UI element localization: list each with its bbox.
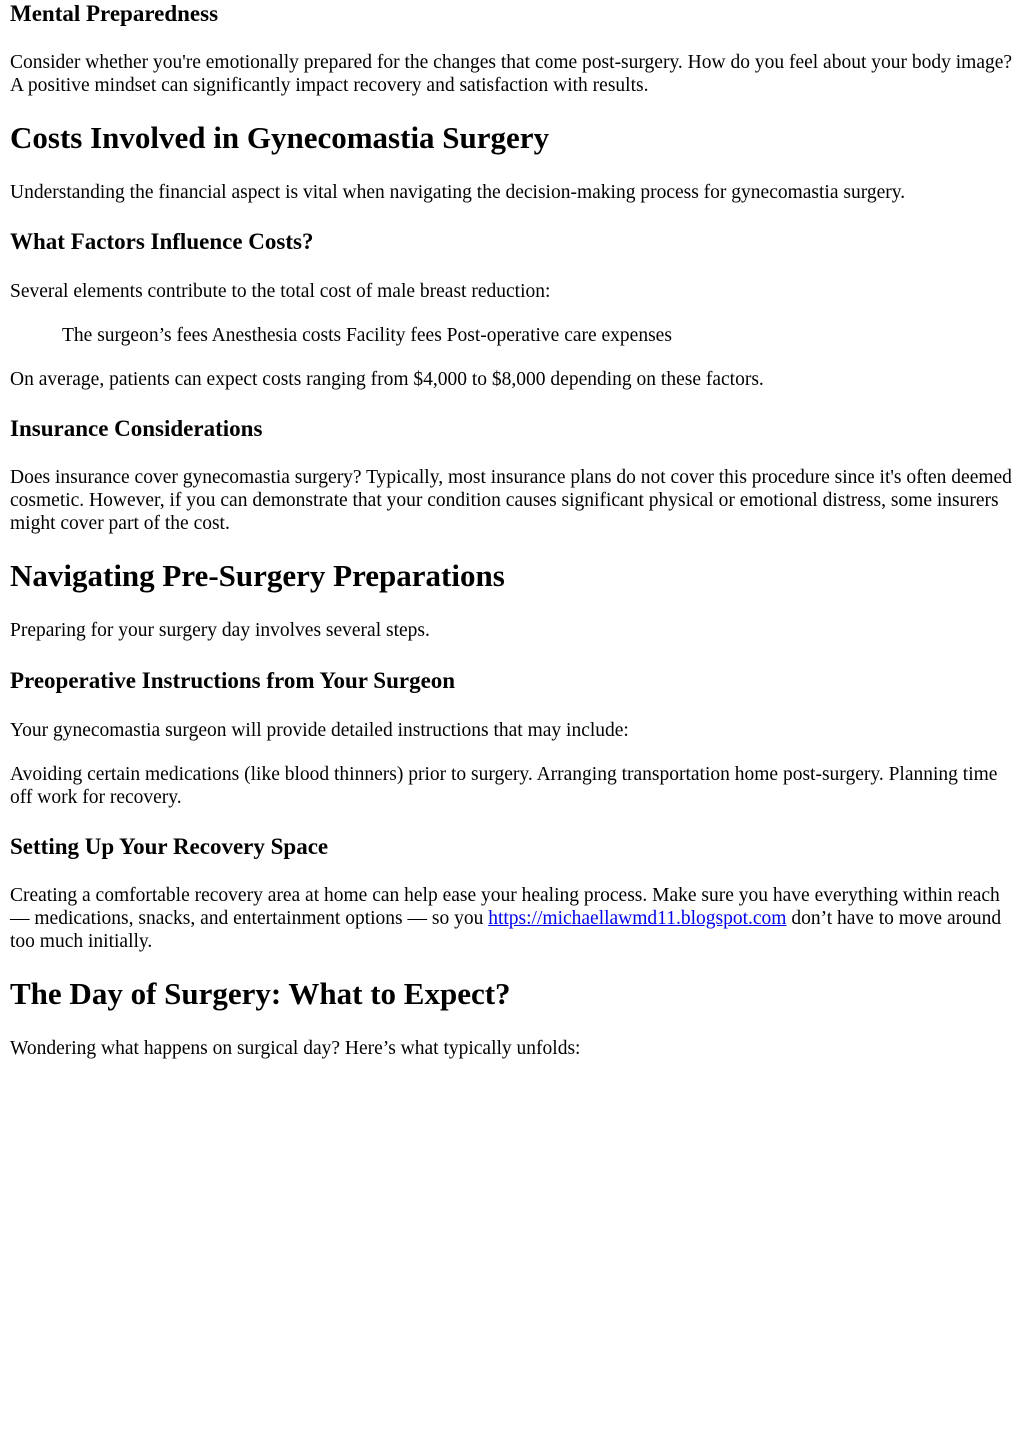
cost-factors-heading: What Factors Influence Costs?: [10, 229, 314, 254]
day-of-surgery-heading: The Day of Surgery: What to Expect?: [10, 976, 511, 1011]
cost-average-paragraph: On average, patients can expect costs ranging from $4,000 to $8,000 depending on these factors.: [10, 369, 764, 390]
insurance-paragraph: Does insurance cover gynecomastia surgery? Typically, most insurance plans do not cover this procedure since it's often deemed cosmetic. However, if you can demonstrate that your condition causes significant physical or emotional distress, some insurers might cover part of the cost.: [10, 467, 1012, 534]
recovery-text-before: Creating a comfortable recovery area at home can help ease your healing process. Make sure you have everything within reach — medications, snacks, and entertainment options — so you: [10, 885, 1000, 929]
cost-factors-list: The surgeon’s fees Anesthesia costs Facility fees Post-operative care expenses: [62, 325, 672, 346]
recovery-text-after: don’t have to move around too much initially.: [10, 908, 1002, 952]
costs-intro-paragraph: Understanding the financial aspect is vital when navigating the decision-making process for gynecomastia surgery.: [10, 182, 906, 203]
preoperative-instructions-intro: Your gynecomastia surgeon will provide detailed instructions that may include:: [10, 720, 629, 741]
preoperative-instructions-list: Avoiding certain medications (like blood thinners) prior to surgery. Arranging transportation home post-surgery. Planning time off work for recovery.: [10, 764, 998, 808]
blog-link[interactable]: https://michaellawmd11.blogspot.com: [488, 908, 787, 929]
costs-heading: Costs Involved in Gynecomastia Surgery: [10, 120, 550, 155]
pre-surgery-heading: Navigating Pre-Surgery Preparations: [10, 558, 505, 593]
recovery-space-heading: Setting Up Your Recovery Space: [10, 834, 329, 859]
pre-surgery-intro: Preparing for your surgery day involves several steps.: [10, 620, 430, 641]
day-of-surgery-intro: Wondering what happens on surgical day? Here’s what typically unfolds:: [10, 1038, 581, 1059]
cost-factors-intro: Several elements contribute to the total cost of male breast reduction:: [10, 281, 551, 302]
mental-preparedness-paragraph: Consider whether you're emotionally prepared for the changes that come post-surgery. How do you feel about your body image? A positive mindset can significantly impact recovery and satisfaction with results.: [10, 52, 1013, 96]
preoperative-instructions-heading: Preoperative Instructions from Your Surgeon: [10, 668, 456, 693]
insurance-heading: Insurance Considerations: [10, 416, 263, 441]
mental-preparedness-heading: Mental Preparedness: [10, 1, 219, 26]
recovery-space-paragraph: [10, 884, 1014, 953]
